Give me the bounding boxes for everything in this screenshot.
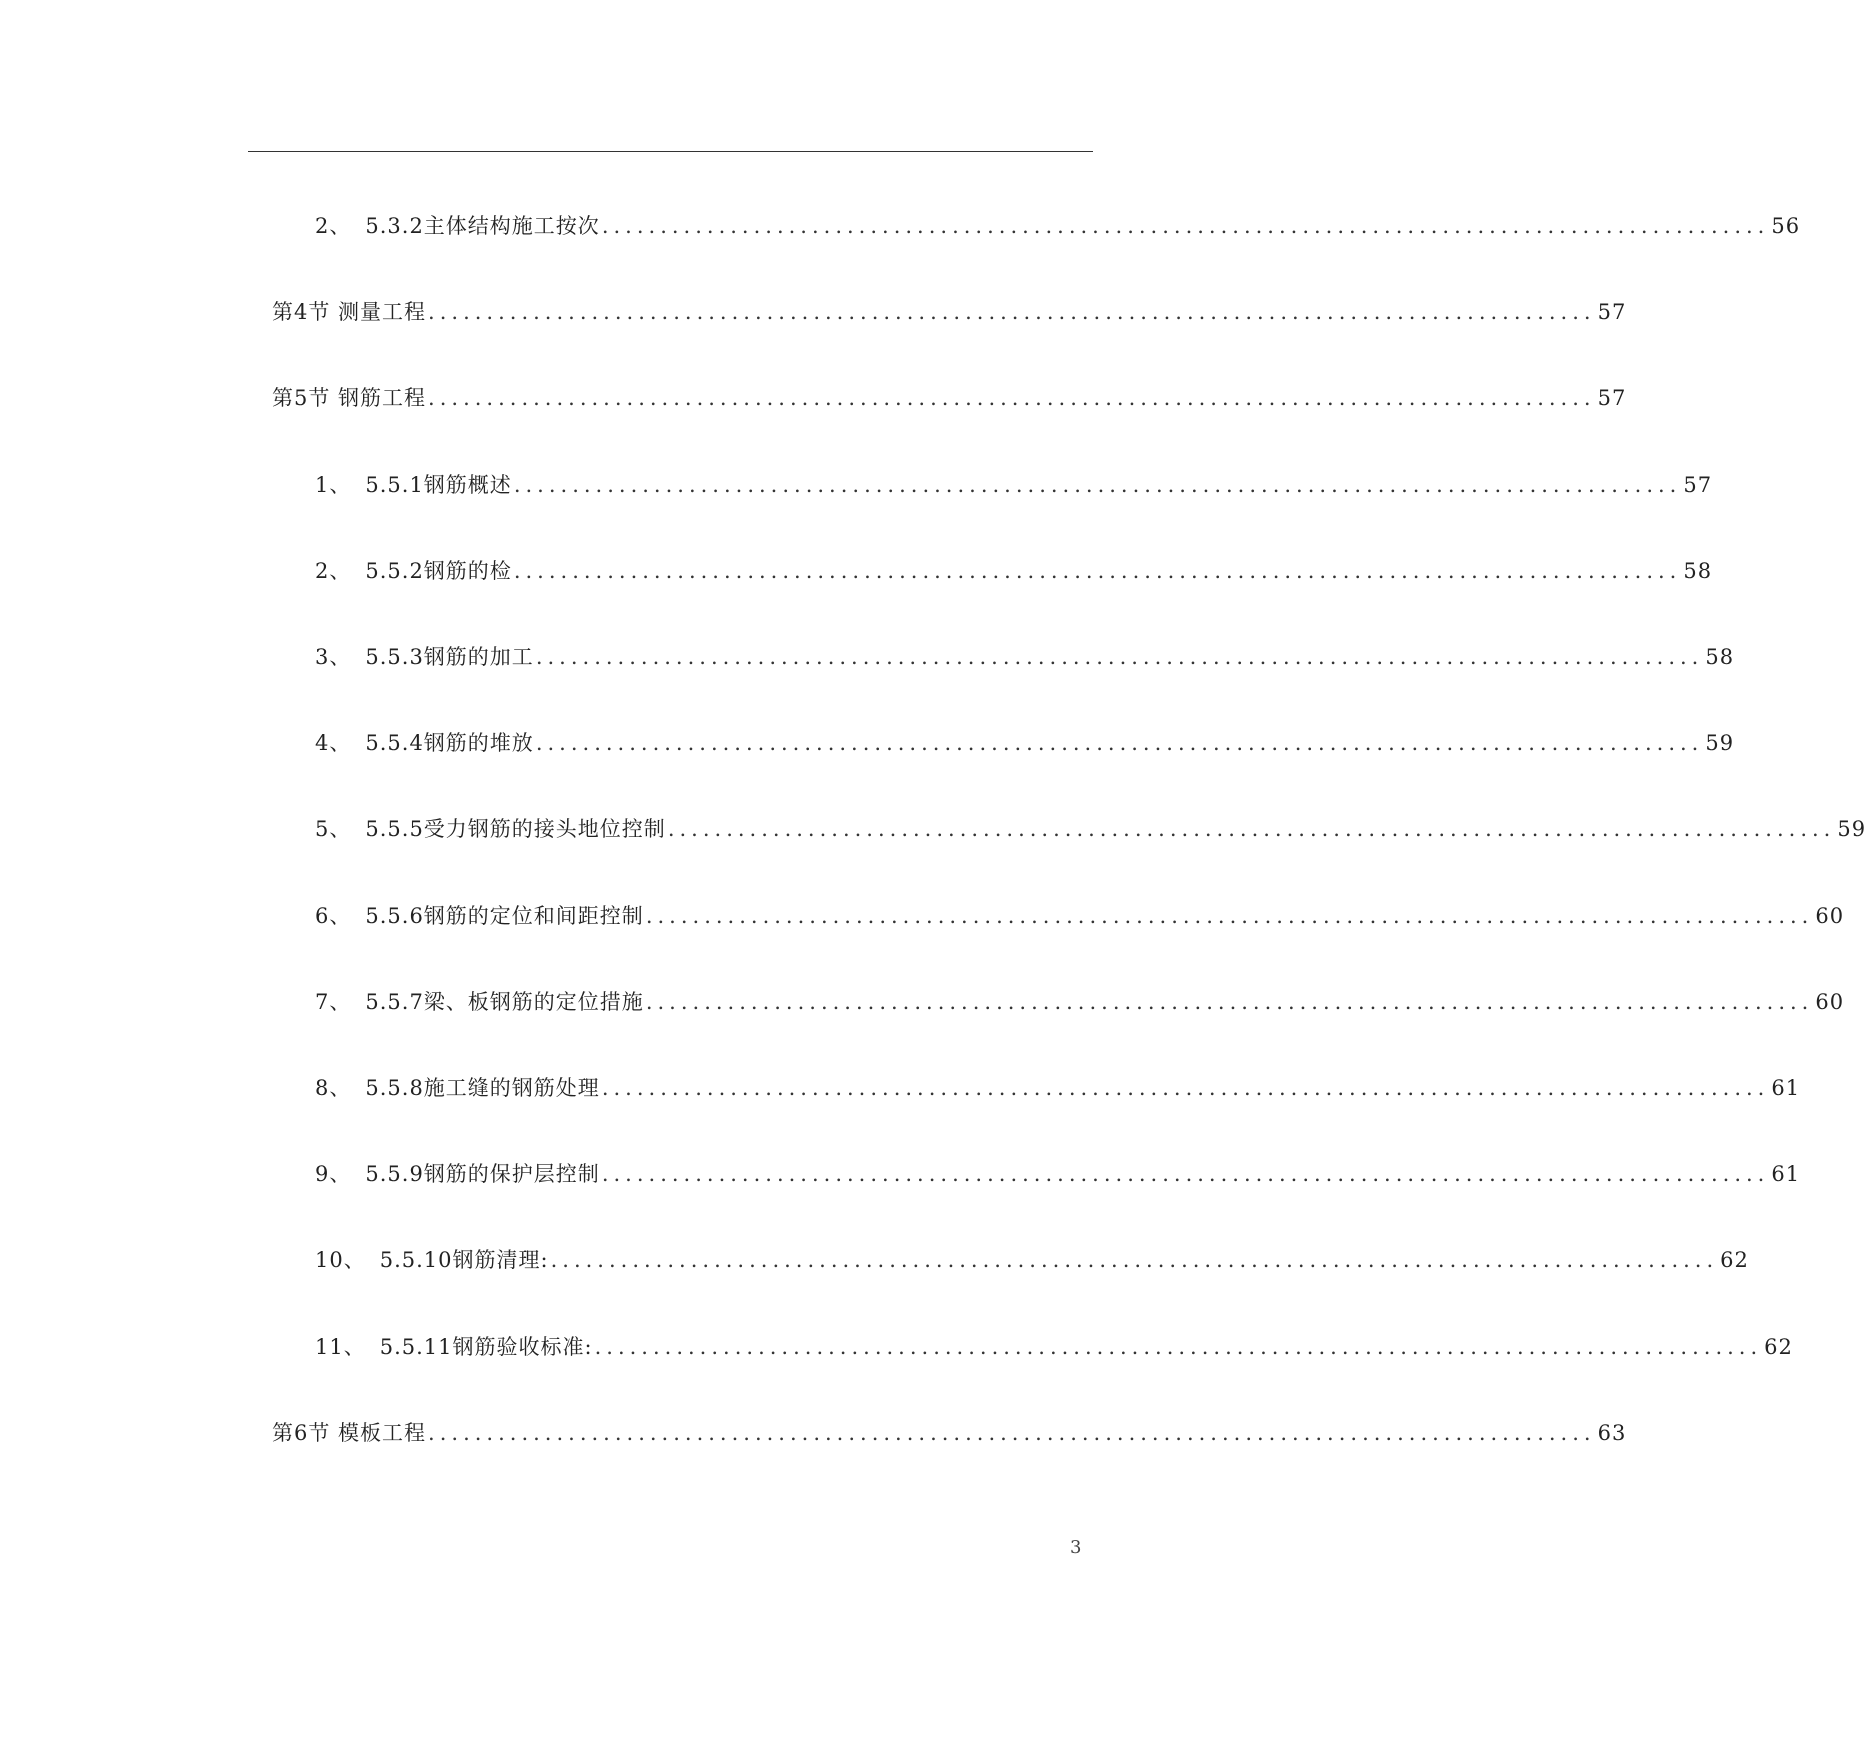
toc-entry-title: 5.5.9钢筋的保护层控制 <box>365 1162 600 1186</box>
toc-entry-title: 5.3.2主体结构施工按次 <box>365 214 600 238</box>
toc-entry-page: 58 <box>1705 645 1735 669</box>
toc-entry-5-5-9[interactable] <box>315 1156 1801 1188</box>
toc-entry-5-5-7[interactable] <box>315 984 1845 1016</box>
toc-entry-5-5-10[interactable] <box>315 1242 1749 1274</box>
toc-entry-5-5-5[interactable] <box>315 811 1866 843</box>
toc-entry-page: 56 <box>1771 214 1801 238</box>
toc-entry-title: 第5节 钢筋工程 <box>272 386 427 410</box>
toc-entry-5-5-1[interactable] <box>315 467 1713 499</box>
toc-leader-dots: .................................................................................................... <box>667 817 1836 841</box>
toc-entry-page: 59 <box>1705 731 1735 755</box>
toc-entry-page: 60 <box>1815 990 1845 1014</box>
toc-entry-page: 57 <box>1597 386 1627 410</box>
toc-entry-title: 5.5.7梁、板钢筋的定位措施 <box>365 990 644 1014</box>
toc-entry-page: 63 <box>1597 1421 1627 1445</box>
toc-entry-number: 4、 <box>315 731 352 755</box>
toc-leader-dots: .................................................................................................... <box>645 904 1814 928</box>
toc-entry-number: 1、 <box>315 473 352 497</box>
toc-entry-section-4[interactable] <box>272 294 1627 326</box>
toc-entry-title: 5.5.1钢筋概述 <box>365 473 512 497</box>
toc-entry-page: 57 <box>1683 473 1713 497</box>
toc-entry-page: 62 <box>1720 1248 1749 1272</box>
toc-leader-dots: .................................................................................................... <box>428 1421 1596 1445</box>
toc-entry-5-5-6[interactable] <box>315 898 1845 930</box>
toc-entry-5-5-3[interactable] <box>315 639 1735 671</box>
toc-entry-page: 58 <box>1683 559 1713 583</box>
toc-entry-number: 9、 <box>315 1162 352 1186</box>
toc-entry-page: 62 <box>1764 1335 1793 1359</box>
toc-entry-number: 2、 <box>315 214 352 238</box>
toc-leader-dots: .................................................................................................... <box>645 990 1814 1014</box>
toc-entry-title: 5.5.4钢筋的堆放 <box>365 731 534 755</box>
toc-entry-number: 8、 <box>315 1076 352 1100</box>
toc-leader-dots: .................................................................................................... <box>513 559 1682 583</box>
toc-entry-number: 11、 <box>315 1335 366 1359</box>
toc-entry-number: 2、 <box>315 559 352 583</box>
toc-entry-number: 7、 <box>315 990 352 1014</box>
toc-leader-dots: .................................................................................................... <box>601 214 1770 238</box>
toc-leader-dots: .................................................................................................... <box>535 645 1704 669</box>
toc-entry-number: 6、 <box>315 904 352 928</box>
toc-entry-title: 第4节 测量工程 <box>272 300 427 324</box>
header-rule <box>248 151 1093 152</box>
toc-entry-number: 10、 <box>315 1248 366 1272</box>
toc-entry-5-3-2[interactable] <box>315 208 1801 240</box>
toc-entry-title: 5.5.11钢筋验收标准: <box>379 1335 593 1359</box>
toc-entry-title: 5.5.5受力钢筋的接头地位控制 <box>365 817 666 841</box>
toc-leader-dots: .................................................................................................... <box>428 386 1596 410</box>
toc-entry-5-5-4[interactable] <box>315 725 1735 757</box>
toc-entry-5-5-2[interactable] <box>315 553 1713 585</box>
page-number: 3 <box>1070 1537 1082 1558</box>
toc-entry-page: 60 <box>1815 904 1845 928</box>
toc-leader-dots: .................................................................................................... <box>601 1162 1770 1186</box>
toc-entry-title: 5.5.3钢筋的加工 <box>365 645 534 669</box>
toc-leader-dots: .................................................................................................... <box>594 1335 1763 1359</box>
toc-entry-page: 57 <box>1597 300 1627 324</box>
toc-entry-title: 5.5.8施工缝的钢筋处理 <box>365 1076 600 1100</box>
toc-entry-title: 5.5.2钢筋的检 <box>365 559 512 583</box>
toc-entry-number: 5、 <box>315 817 352 841</box>
toc-entry-page: 61 <box>1771 1076 1801 1100</box>
toc-leader-dots: .................................................................................................... <box>550 1248 1719 1272</box>
toc-leader-dots: .................................................................................................... <box>428 300 1596 324</box>
toc-leader-dots: .................................................................................................... <box>535 731 1704 755</box>
toc-entry-title: 5.5.6钢筋的定位和间距控制 <box>365 904 644 928</box>
toc-entry-title: 5.5.10钢筋清理: <box>379 1248 549 1272</box>
toc-entry-page: 61 <box>1771 1162 1801 1186</box>
toc-leader-dots: .................................................................................................... <box>601 1076 1770 1100</box>
toc-entry-section-6[interactable] <box>272 1415 1627 1447</box>
toc-entry-title: 第6节 模板工程 <box>272 1421 427 1445</box>
toc-entry-5-5-8[interactable] <box>315 1070 1801 1102</box>
toc-entry-number: 3、 <box>315 645 352 669</box>
toc-entry-5-5-11[interactable] <box>315 1329 1793 1361</box>
toc-entry-section-5[interactable] <box>272 380 1627 412</box>
toc-leader-dots: .................................................................................................... <box>513 473 1682 497</box>
toc-entry-page: 59 <box>1837 817 1866 841</box>
